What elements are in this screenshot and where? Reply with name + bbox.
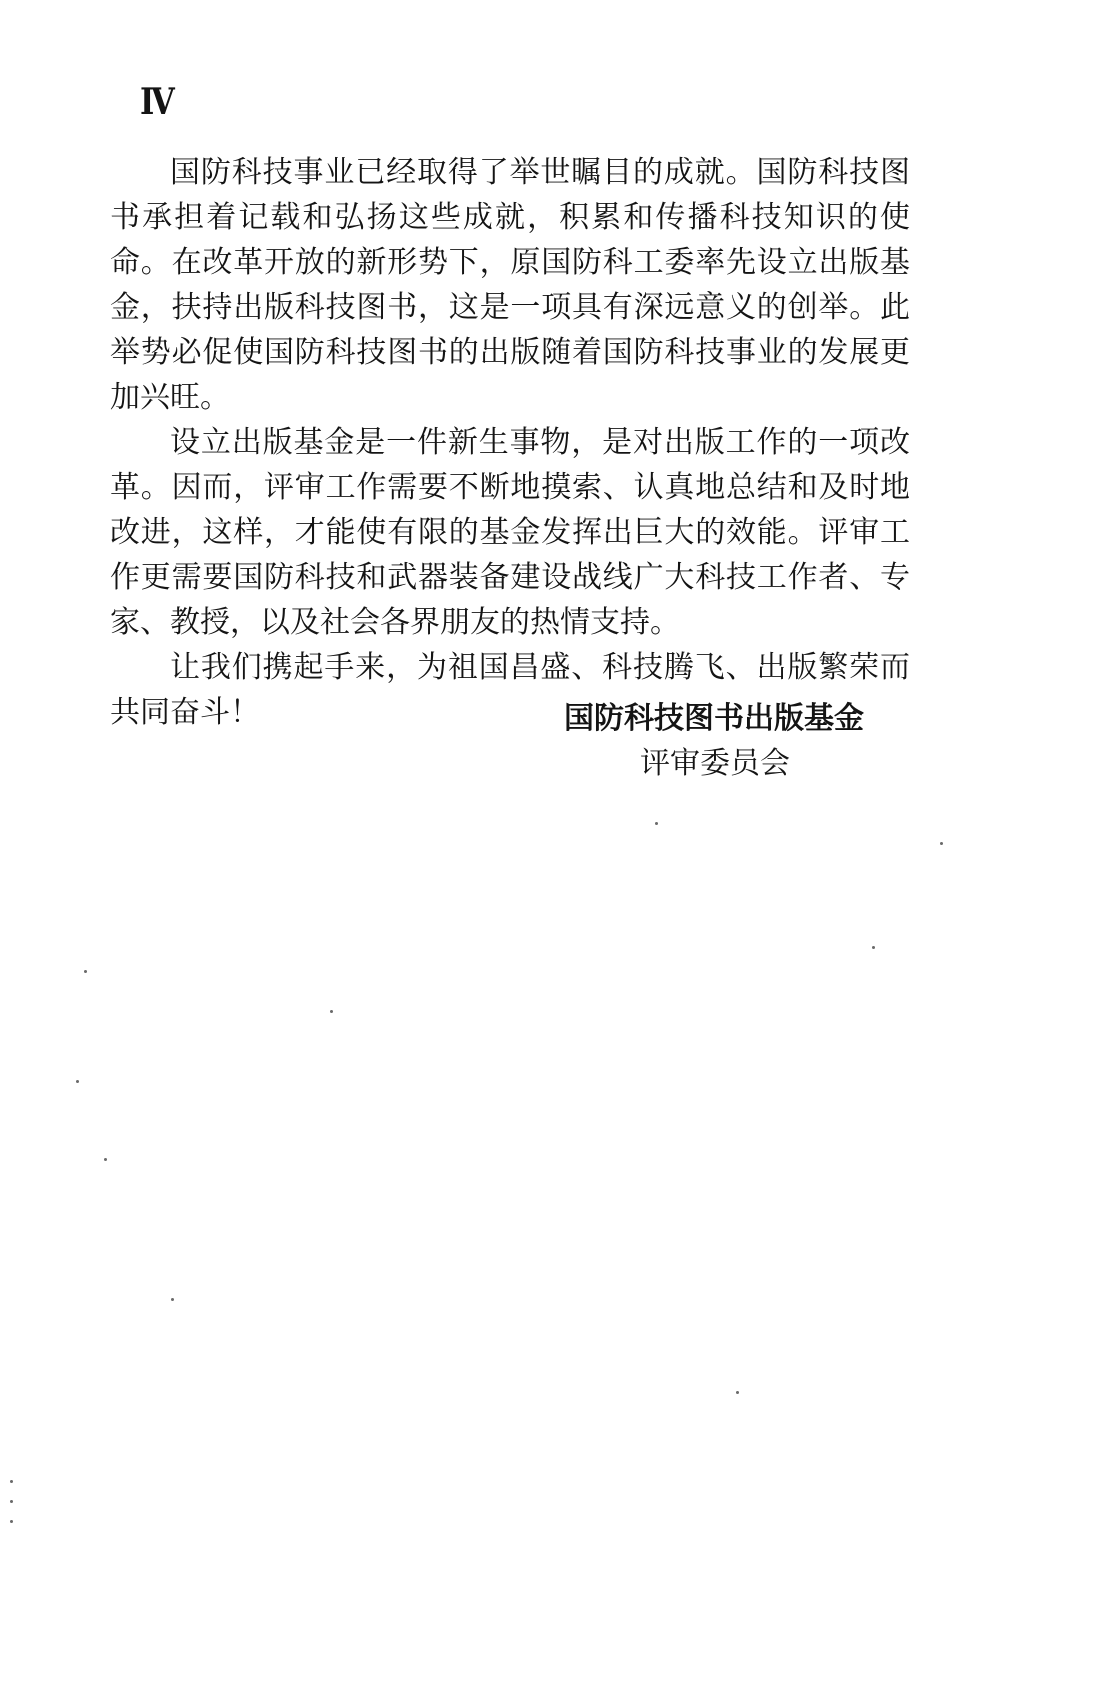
signature-organization: 国防科技图书出版基金 [564,701,864,736]
scan-speck [940,842,943,845]
scan-speck [76,1080,79,1083]
scan-speck [10,1520,13,1523]
scan-speck [872,946,875,949]
paragraph-2: 设立出版基金是一件新生事物，是对出版工作的一项改革。因而，评审工作需要不断地摸索、认真地总结和及时地改进，这样，才能使有限的基金发挥出巨大的效能。评审工作更需要国防科技和武器装备建设战线广大科技工作者、专家、教授，以及社会各界朋友的热情支持。 [110,425,910,640]
signature-committee: 评审委员会 [640,746,790,781]
scan-speck [736,1391,739,1394]
page-number: Ⅳ [140,82,174,122]
preface-body [110,150,910,735]
scan-speck [171,1298,174,1301]
scan-speck [10,1500,13,1503]
signature-block [564,696,864,786]
scan-speck [655,822,658,825]
paragraph-3: 让我们携起手来，为祖国昌盛、科技腾飞、出版繁荣而共同奋斗！ [110,650,910,730]
scan-speck [84,970,87,973]
paragraph-1: 国防科技事业已经取得了举世瞩目的成就。国防科技图书承担着记载和弘扬这些成就，积累和传播科技知识的使命。在改革开放的新形势下，原国防科工委率先设立出版基金，扶持出版科技图书，这是一项具有深远意义的创举。此举势必促使国防科技图书的出版随着国防科技事业的发展更加兴旺。 [110,155,910,415]
scan-speck [104,1158,107,1161]
scan-speck [330,1010,333,1013]
scan-speck [10,1480,13,1483]
